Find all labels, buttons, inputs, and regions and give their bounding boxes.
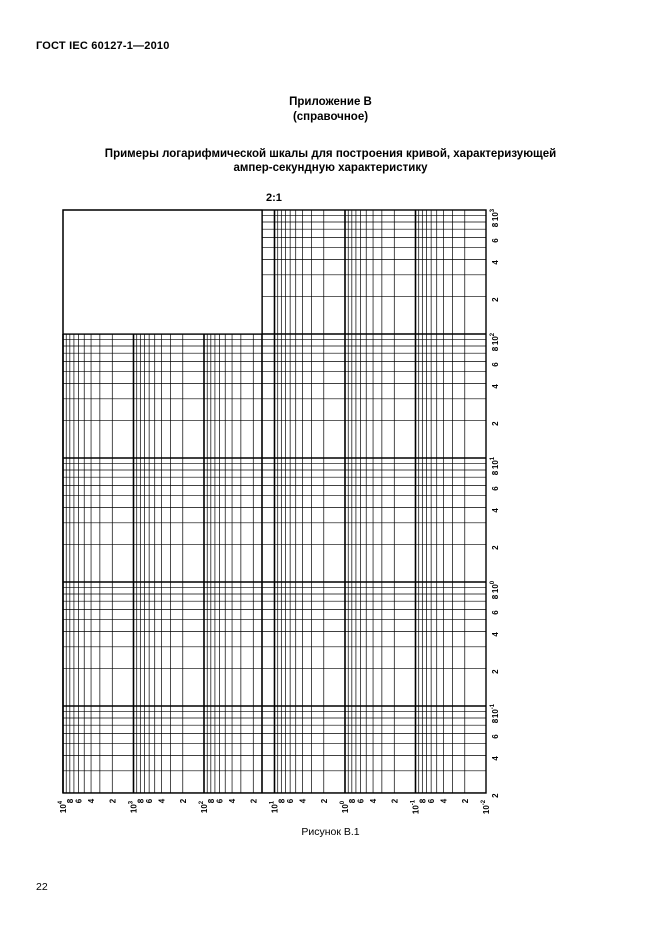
x-minor-label: 2: [108, 798, 118, 804]
x-minor-label: 2: [390, 798, 400, 804]
figure-caption: Рисунок В.1: [301, 826, 360, 838]
x-minor-label: 8: [418, 798, 428, 804]
x-minor-label: 8: [206, 798, 216, 804]
y-minor-label: 4: [491, 756, 500, 761]
x-minor-label: 4: [369, 798, 379, 804]
blank-corner-box: [63, 210, 262, 334]
x-decade-label: $10^1$: [269, 800, 280, 814]
x-minor-label: 6: [427, 798, 437, 804]
y-decade-label: $10^0$: [490, 580, 500, 594]
x-minor-label: 4: [228, 798, 238, 804]
y-decade-label: $10^{-1}$: [490, 703, 500, 719]
x-decade-label: $10^{-1}$: [410, 799, 421, 815]
x-decade-label: $10^{-2}$: [481, 799, 491, 815]
x-minor-label: 6: [215, 798, 225, 804]
x-minor-label: 6: [145, 798, 155, 804]
x-minor-label: 4: [87, 798, 97, 804]
y-decade-label: $10^1$: [490, 456, 500, 470]
y-decade-label: $10^3$: [490, 208, 500, 222]
y-minor-label: 6: [491, 238, 500, 243]
grid-frame: [63, 210, 486, 793]
y-minor-label: 8: [491, 718, 500, 724]
y-minor-label: 4: [491, 508, 501, 513]
x-minor-label: 6: [74, 798, 84, 804]
x-minor-label: 2: [178, 798, 188, 804]
document-code: ГОСТ IEC 60127-1—2010: [36, 40, 170, 52]
y-minor-label: 4: [491, 632, 500, 637]
x-decade-label: $10^0$: [340, 800, 350, 814]
x-minor-label: 8: [65, 798, 75, 804]
figure-title-line1: Примеры логарифмической шкалы для построения кривой, характеризующей: [104, 148, 557, 160]
x-minor-label: 2: [460, 798, 470, 804]
y-minor-label: 4: [491, 384, 500, 389]
x-minor-label: 4: [157, 798, 167, 804]
y-minor-label: 6: [491, 362, 500, 367]
figure-title-line2: ампер-секундную характеристику: [233, 162, 428, 174]
y-minor-label: 2: [491, 421, 500, 426]
y-minor-label: 2: [491, 545, 500, 550]
y-minor-label: 2: [491, 297, 500, 302]
x-minor-label: 4: [439, 798, 449, 804]
x-minor-label: 4: [298, 798, 308, 804]
x-minor-label: 6: [286, 798, 296, 804]
y-minor-label: 6: [491, 734, 500, 739]
scale-ratio-label: 2:1: [266, 192, 282, 204]
x-decade-label: $10^4$: [58, 800, 68, 814]
y-minor-label: 2: [491, 669, 500, 674]
y-minor-label: 4: [491, 260, 500, 265]
y-minor-label: 2: [491, 793, 500, 798]
x-decade-label: $10^3$: [128, 800, 139, 814]
x-minor-label: 8: [277, 798, 287, 804]
y-minor-label: 6: [491, 486, 500, 491]
x-minor-label: 2: [249, 798, 259, 804]
y-decade-label: $10^2$: [490, 332, 500, 346]
appendix-title: Приложение В: [289, 96, 372, 108]
y-minor-label: 6: [491, 610, 500, 615]
y-minor-label: 8: [491, 222, 500, 228]
x-decade-label: $10^2$: [199, 800, 209, 814]
x-minor-label: 8: [347, 798, 357, 804]
x-minor-label: 2: [319, 798, 329, 804]
y-minor-label: 8: [491, 594, 500, 600]
y-minor-label: 8: [491, 470, 500, 476]
x-minor-label: 6: [356, 798, 366, 804]
y-minor-label: 8: [491, 346, 500, 352]
x-minor-label: 8: [136, 798, 146, 804]
page-number: 22: [36, 881, 48, 893]
appendix-subtitle: (справочное): [292, 111, 369, 123]
